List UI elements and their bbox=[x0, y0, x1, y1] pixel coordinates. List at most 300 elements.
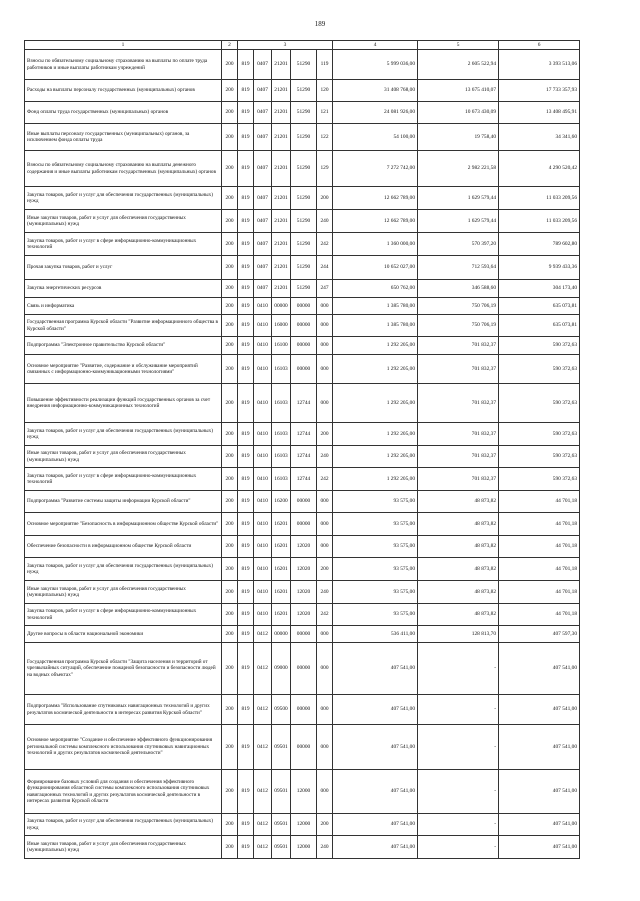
remaining-amount: 635 073,81 bbox=[499, 315, 580, 337]
expense-type-code: 247 bbox=[317, 280, 333, 298]
section-code: 0410 bbox=[254, 558, 272, 581]
grbs-code: 200 bbox=[222, 50, 238, 80]
target-code-1: 21201 bbox=[272, 210, 291, 233]
expense-type-code: 000 bbox=[317, 536, 333, 558]
ved-code: 819 bbox=[238, 468, 254, 491]
row-name: Закупка товаров, работ и услуг в сфере информационно-коммуникационных технологий bbox=[25, 468, 222, 491]
target-code-2: 12020 bbox=[291, 558, 317, 581]
ved-code: 819 bbox=[238, 50, 254, 80]
fact-amount: 10 673 430,09 bbox=[418, 102, 499, 124]
target-code-1: 16201 bbox=[272, 513, 291, 536]
target-code-2: 00000 bbox=[291, 491, 317, 513]
expense-type-code: 244 bbox=[317, 256, 333, 280]
grbs-code: 200 bbox=[222, 581, 238, 604]
section-code: 0410 bbox=[254, 298, 272, 315]
row-name: Иные закупки товаров, работ и услуг для обеспечения государственных (муниципальных) нужд bbox=[25, 446, 222, 468]
remaining-amount: 407 541,00 bbox=[499, 836, 580, 859]
ved-code: 819 bbox=[238, 513, 254, 536]
grbs-code: 200 bbox=[222, 280, 238, 298]
grbs-code: 200 bbox=[222, 355, 238, 384]
expense-type-code: 200 bbox=[317, 423, 333, 446]
row-name: Фонд оплаты труда государственных (муниципальных) органов bbox=[25, 102, 222, 124]
expense-type-code: 121 bbox=[317, 102, 333, 124]
target-code-2: 12000 bbox=[291, 836, 317, 859]
expense-type-code: 000 bbox=[317, 315, 333, 337]
fact-amount: 48 873,82 bbox=[418, 604, 499, 626]
section-code: 0410 bbox=[254, 446, 272, 468]
section-code: 0410 bbox=[254, 423, 272, 446]
expense-type-code: 200 bbox=[317, 814, 333, 836]
row-name: Закупка товаров, работ и услуг для обеспечения государственных (муниципальных) нужд bbox=[25, 423, 222, 446]
expense-type-code: 240 bbox=[317, 210, 333, 233]
fact-amount: - bbox=[418, 643, 499, 695]
expense-type-code: 200 bbox=[317, 558, 333, 581]
grbs-code: 200 bbox=[222, 124, 238, 151]
target-code-1: 09000 bbox=[272, 643, 291, 695]
target-code-1: 16201 bbox=[272, 581, 291, 604]
target-code-1: 21201 bbox=[272, 124, 291, 151]
target-code-1: 21201 bbox=[272, 80, 291, 102]
expense-type-code: 242 bbox=[317, 604, 333, 626]
section-code: 0410 bbox=[254, 468, 272, 491]
expense-type-code: 122 bbox=[317, 124, 333, 151]
row-name: Закупка товаров, работ и услуг в сфере информационно-коммуникационных технологий bbox=[25, 604, 222, 626]
row-name: Закупка товаров, работ и услуг для обеспечения государственных (муниципальных) нужд bbox=[25, 814, 222, 836]
row-name: Иные выплаты персоналу государственных (муниципальных) органов, за исключением фонда оплаты труда bbox=[25, 124, 222, 151]
plan-amount: 1 385 780,00 bbox=[333, 298, 418, 315]
header-col-6: 6 bbox=[499, 41, 580, 50]
plan-amount: 407 541,00 bbox=[333, 695, 418, 725]
grbs-code: 200 bbox=[222, 491, 238, 513]
table-row bbox=[25, 384, 580, 423]
remaining-amount: 34 341,60 bbox=[499, 124, 580, 151]
table-row bbox=[25, 337, 580, 355]
table-row bbox=[25, 468, 580, 491]
expense-type-code: 000 bbox=[317, 355, 333, 384]
expense-type-code: 200 bbox=[317, 187, 333, 210]
target-code-2: 51290 bbox=[291, 210, 317, 233]
section-code: 0407 bbox=[254, 124, 272, 151]
fact-amount: 48 873,82 bbox=[418, 581, 499, 604]
remaining-amount: 9 939 433,36 bbox=[499, 256, 580, 280]
section-code: 0410 bbox=[254, 491, 272, 513]
plan-amount: 93 575,00 bbox=[333, 558, 418, 581]
table-row bbox=[25, 187, 580, 210]
target-code-2: 51290 bbox=[291, 256, 317, 280]
target-code-1: 21201 bbox=[272, 233, 291, 256]
target-code-1: 09500 bbox=[272, 695, 291, 725]
fact-amount: 48 873,82 bbox=[418, 536, 499, 558]
target-code-1: 21201 bbox=[272, 151, 291, 187]
row-name: Закупка энергетических ресурсов bbox=[25, 280, 222, 298]
expense-type-code: 000 bbox=[317, 695, 333, 725]
ved-code: 819 bbox=[238, 536, 254, 558]
table-row bbox=[25, 124, 580, 151]
remaining-amount: 44 701,18 bbox=[499, 536, 580, 558]
grbs-code: 200 bbox=[222, 770, 238, 814]
target-code-2: 51290 bbox=[291, 233, 317, 256]
row-name: Иные закупки товаров, работ и услуг для обеспечения государственных (муниципальных) нужд bbox=[25, 836, 222, 859]
fact-amount: 48 873,82 bbox=[418, 558, 499, 581]
row-name: Иные закупки товаров, работ и услуг для обеспечения государственных (муниципальных) нужд bbox=[25, 581, 222, 604]
row-name: Государственная программа Курской области "Развитие информационного общества в Курской области" bbox=[25, 315, 222, 337]
ved-code: 819 bbox=[238, 836, 254, 859]
plan-amount: 1 292 205,00 bbox=[333, 468, 418, 491]
target-code-2: 00000 bbox=[291, 315, 317, 337]
header-col-2: 2 bbox=[222, 41, 238, 50]
target-code-2: 00000 bbox=[291, 626, 317, 643]
target-code-1: 09501 bbox=[272, 770, 291, 814]
target-code-2: 00000 bbox=[291, 337, 317, 355]
plan-amount: 31 408 768,00 bbox=[333, 80, 418, 102]
fact-amount: 13 675 410,07 bbox=[418, 80, 499, 102]
grbs-code: 200 bbox=[222, 695, 238, 725]
table-row bbox=[25, 725, 580, 770]
ved-code: 819 bbox=[238, 725, 254, 770]
fact-amount: - bbox=[418, 814, 499, 836]
grbs-code: 200 bbox=[222, 446, 238, 468]
remaining-amount: 407 541,00 bbox=[499, 695, 580, 725]
section-code: 0410 bbox=[254, 581, 272, 604]
target-code-2: 12020 bbox=[291, 604, 317, 626]
target-code-2: 51290 bbox=[291, 187, 317, 210]
fact-amount: - bbox=[418, 770, 499, 814]
table-row bbox=[25, 315, 580, 337]
target-code-2: 51290 bbox=[291, 102, 317, 124]
ved-code: 819 bbox=[238, 280, 254, 298]
section-code: 0412 bbox=[254, 770, 272, 814]
expense-type-code: 240 bbox=[317, 446, 333, 468]
target-code-1: 21201 bbox=[272, 187, 291, 210]
plan-amount: 1 292 205,00 bbox=[333, 423, 418, 446]
table-row bbox=[25, 210, 580, 233]
section-code: 0412 bbox=[254, 725, 272, 770]
remaining-amount: 11 033 209,56 bbox=[499, 187, 580, 210]
section-code: 0410 bbox=[254, 315, 272, 337]
target-code-2: 12020 bbox=[291, 581, 317, 604]
target-code-1: 16201 bbox=[272, 558, 291, 581]
fact-amount: 701 832,37 bbox=[418, 468, 499, 491]
target-code-2: 00000 bbox=[291, 725, 317, 770]
target-code-1: 21201 bbox=[272, 256, 291, 280]
target-code-2: 12000 bbox=[291, 770, 317, 814]
plan-amount: 407 541,00 bbox=[333, 814, 418, 836]
ved-code: 819 bbox=[238, 695, 254, 725]
section-code: 0407 bbox=[254, 151, 272, 187]
section-code: 0407 bbox=[254, 256, 272, 280]
table-row bbox=[25, 836, 580, 859]
plan-amount: 93 575,00 bbox=[333, 491, 418, 513]
target-code-2: 51290 bbox=[291, 151, 317, 187]
row-name: Основное мероприятие "Безопасность в информационном обществе Курской области" bbox=[25, 513, 222, 536]
grbs-code: 200 bbox=[222, 256, 238, 280]
section-code: 0412 bbox=[254, 643, 272, 695]
grbs-code: 200 bbox=[222, 80, 238, 102]
grbs-code: 200 bbox=[222, 604, 238, 626]
row-name: Подпрограмма "Электронное правительство Курской области" bbox=[25, 337, 222, 355]
section-code: 0410 bbox=[254, 355, 272, 384]
ved-code: 819 bbox=[238, 770, 254, 814]
target-code-1: 16103 bbox=[272, 468, 291, 491]
ved-code: 819 bbox=[238, 581, 254, 604]
expense-type-code: 000 bbox=[317, 643, 333, 695]
remaining-amount: 590 372,63 bbox=[499, 446, 580, 468]
target-code-2: 51290 bbox=[291, 50, 317, 80]
remaining-amount: 789 602,80 bbox=[499, 233, 580, 256]
row-name: Другие вопросы в области национальной экономики bbox=[25, 626, 222, 643]
remaining-amount: 407 541,00 bbox=[499, 725, 580, 770]
target-code-2: 12744 bbox=[291, 468, 317, 491]
ved-code: 819 bbox=[238, 423, 254, 446]
ved-code: 819 bbox=[238, 337, 254, 355]
grbs-code: 200 bbox=[222, 210, 238, 233]
target-code-1: 16103 bbox=[272, 355, 291, 384]
section-code: 0407 bbox=[254, 50, 272, 80]
section-code: 0410 bbox=[254, 513, 272, 536]
section-code: 0410 bbox=[254, 536, 272, 558]
target-code-2: 00000 bbox=[291, 355, 317, 384]
expense-type-code: 000 bbox=[317, 384, 333, 423]
section-code: 0412 bbox=[254, 695, 272, 725]
remaining-amount: 407 541,00 bbox=[499, 814, 580, 836]
fact-amount: 19 758,40 bbox=[418, 124, 499, 151]
grbs-code: 200 bbox=[222, 298, 238, 315]
ved-code: 819 bbox=[238, 384, 254, 423]
ved-code: 819 bbox=[238, 604, 254, 626]
remaining-amount: 590 372,63 bbox=[499, 423, 580, 446]
plan-amount: 1 292 205,00 bbox=[333, 337, 418, 355]
section-code: 0407 bbox=[254, 80, 272, 102]
expense-type-code: 000 bbox=[317, 725, 333, 770]
target-code-2: 00000 bbox=[291, 643, 317, 695]
fact-amount: 1 629 579,44 bbox=[418, 210, 499, 233]
target-code-1: 09501 bbox=[272, 836, 291, 859]
target-code-1: 21201 bbox=[272, 102, 291, 124]
section-code: 0410 bbox=[254, 604, 272, 626]
target-code-1: 16000 bbox=[272, 315, 291, 337]
section-code: 0410 bbox=[254, 384, 272, 423]
grbs-code: 200 bbox=[222, 233, 238, 256]
header-col-3: 3 bbox=[238, 41, 333, 50]
expense-type-code: 129 bbox=[317, 151, 333, 187]
remaining-amount: 44 701,18 bbox=[499, 604, 580, 626]
target-code-1: 21201 bbox=[272, 280, 291, 298]
plan-amount: 93 575,00 bbox=[333, 604, 418, 626]
grbs-code: 200 bbox=[222, 468, 238, 491]
table-row bbox=[25, 50, 580, 80]
plan-amount: 12 662 789,00 bbox=[333, 187, 418, 210]
fact-amount: 701 832,37 bbox=[418, 446, 499, 468]
target-code-2: 00000 bbox=[291, 298, 317, 315]
row-name: Закупка товаров, работ и услуг для обеспечения государственных (муниципальных) нужд bbox=[25, 187, 222, 210]
plan-amount: 407 541,00 bbox=[333, 770, 418, 814]
fact-amount: 570 397,20 bbox=[418, 233, 499, 256]
plan-amount: 1 385 780,00 bbox=[333, 315, 418, 337]
table-row bbox=[25, 491, 580, 513]
section-code: 0412 bbox=[254, 836, 272, 859]
remaining-amount: 590 372,63 bbox=[499, 337, 580, 355]
ved-code: 819 bbox=[238, 643, 254, 695]
remaining-amount: 11 033 209,56 bbox=[499, 210, 580, 233]
remaining-amount: 44 701,18 bbox=[499, 558, 580, 581]
plan-amount: 407 541,00 bbox=[333, 836, 418, 859]
ved-code: 819 bbox=[238, 256, 254, 280]
expense-type-code: 000 bbox=[317, 491, 333, 513]
table-row bbox=[25, 558, 580, 581]
grbs-code: 200 bbox=[222, 102, 238, 124]
ved-code: 819 bbox=[238, 151, 254, 187]
expense-type-code: 242 bbox=[317, 468, 333, 491]
target-code-1: 16103 bbox=[272, 384, 291, 423]
section-code: 0407 bbox=[254, 102, 272, 124]
fact-amount: 1 629 579,44 bbox=[418, 187, 499, 210]
target-code-1: 16103 bbox=[272, 446, 291, 468]
ved-code: 819 bbox=[238, 80, 254, 102]
plan-amount: 93 575,00 bbox=[333, 513, 418, 536]
row-name: Закупка товаров, работ и услуг для обеспечения государственных (муниципальных) нужд bbox=[25, 558, 222, 581]
table-row bbox=[25, 626, 580, 643]
row-name: Закупка товаров, работ и услуг в сфере информационно-коммуникационных технологий bbox=[25, 233, 222, 256]
row-name: Повышение эффективности реализации функций государственных органов за счет внедрения информационно-коммуникационных технологий bbox=[25, 384, 222, 423]
remaining-amount: 635 073,81 bbox=[499, 298, 580, 315]
row-name: Взносы по обязательному социальному страхованию на выплаты по оплате труда работников и иные выплаты работникам учреждений bbox=[25, 50, 222, 80]
fact-amount: - bbox=[418, 836, 499, 859]
ved-code: 819 bbox=[238, 298, 254, 315]
fact-amount: 712 593,64 bbox=[418, 256, 499, 280]
expense-type-code: 000 bbox=[317, 770, 333, 814]
fact-amount: 701 832,37 bbox=[418, 337, 499, 355]
grbs-code: 200 bbox=[222, 151, 238, 187]
remaining-amount: 44 701,18 bbox=[499, 491, 580, 513]
row-name: Основное мероприятие "Развитие, содержание и обслуживание мероприятий связанных с информационно-коммуникационными технологиями" bbox=[25, 355, 222, 384]
row-name: Основное мероприятие "Создание и обеспечение эффективного функционирования региональной системы комплексного использования спутниковых навигационных технологий и других результатов космической деятельности" bbox=[25, 725, 222, 770]
fact-amount: - bbox=[418, 695, 499, 725]
target-code-1: 16100 bbox=[272, 337, 291, 355]
fact-amount: 701 832,37 bbox=[418, 423, 499, 446]
row-name: Расходы на выплаты персоналу государственных (муниципальных) органов bbox=[25, 80, 222, 102]
ved-code: 819 bbox=[238, 187, 254, 210]
fact-amount: 2 605 522,94 bbox=[418, 50, 499, 80]
table-row bbox=[25, 80, 580, 102]
plan-amount: 12 662 789,00 bbox=[333, 210, 418, 233]
target-code-2: 12744 bbox=[291, 446, 317, 468]
table-row bbox=[25, 151, 580, 187]
expense-type-code: 000 bbox=[317, 626, 333, 643]
target-code-2: 12020 bbox=[291, 536, 317, 558]
section-code: 0407 bbox=[254, 187, 272, 210]
table-row bbox=[25, 513, 580, 536]
plan-amount: 1 292 205,00 bbox=[333, 446, 418, 468]
target-code-2: 51290 bbox=[291, 280, 317, 298]
ved-code: 819 bbox=[238, 233, 254, 256]
grbs-code: 200 bbox=[222, 384, 238, 423]
ved-code: 819 bbox=[238, 124, 254, 151]
section-code: 0407 bbox=[254, 233, 272, 256]
fact-amount: 750 706,19 bbox=[418, 315, 499, 337]
row-name: Государственная программа Курской области "Защита населения и территорий от чрезвычайных ситуаций, обеспечение пожарной безопасности и безопасности людей на водных объектах" bbox=[25, 643, 222, 695]
ved-code: 819 bbox=[238, 814, 254, 836]
remaining-amount: 590 372,63 bbox=[499, 468, 580, 491]
plan-amount: 1 292 205,00 bbox=[333, 384, 418, 423]
plan-amount: 10 652 027,00 bbox=[333, 256, 418, 280]
grbs-code: 200 bbox=[222, 315, 238, 337]
grbs-code: 200 bbox=[222, 558, 238, 581]
table-row bbox=[25, 536, 580, 558]
row-name: Подпрограмма "Развитие системы защиты информации Курской области" bbox=[25, 491, 222, 513]
fact-amount: 2 982 221,58 bbox=[418, 151, 499, 187]
table-row bbox=[25, 256, 580, 280]
table-row bbox=[25, 604, 580, 626]
target-code-1: 09501 bbox=[272, 725, 291, 770]
grbs-code: 200 bbox=[222, 814, 238, 836]
target-code-2: 51290 bbox=[291, 124, 317, 151]
header-col-4: 4 bbox=[333, 41, 418, 50]
target-code-2: 12000 bbox=[291, 814, 317, 836]
target-code-2: 00000 bbox=[291, 513, 317, 536]
fact-amount: 701 832,37 bbox=[418, 384, 499, 423]
section-code: 0407 bbox=[254, 280, 272, 298]
remaining-amount: 407 541,00 bbox=[499, 770, 580, 814]
table-row bbox=[25, 695, 580, 725]
target-code-1: 09501 bbox=[272, 814, 291, 836]
table-row bbox=[25, 280, 580, 298]
table-row bbox=[25, 355, 580, 384]
fact-amount: - bbox=[418, 725, 499, 770]
target-code-2: 51290 bbox=[291, 80, 317, 102]
plan-amount: 5 999 036,00 bbox=[333, 50, 418, 80]
table-row bbox=[25, 423, 580, 446]
remaining-amount: 44 701,18 bbox=[499, 581, 580, 604]
remaining-amount: 4 290 520,42 bbox=[499, 151, 580, 187]
target-code-1: 21201 bbox=[272, 50, 291, 80]
target-code-1: 00000 bbox=[272, 298, 291, 315]
ved-code: 819 bbox=[238, 355, 254, 384]
ved-code: 819 bbox=[238, 315, 254, 337]
target-code-1: 16200 bbox=[272, 491, 291, 513]
row-name: Связь и информатика bbox=[25, 298, 222, 315]
table-row bbox=[25, 770, 580, 814]
ved-code: 819 bbox=[238, 102, 254, 124]
remaining-amount: 3 393 513,06 bbox=[499, 50, 580, 80]
expense-type-code: 240 bbox=[317, 836, 333, 859]
grbs-code: 200 bbox=[222, 337, 238, 355]
plan-amount: 536 411,00 bbox=[333, 626, 418, 643]
ved-code: 819 bbox=[238, 558, 254, 581]
target-code-1: 00000 bbox=[272, 626, 291, 643]
expense-type-code: 240 bbox=[317, 581, 333, 604]
target-code-2: 12744 bbox=[291, 423, 317, 446]
grbs-code: 200 bbox=[222, 836, 238, 859]
table-row bbox=[25, 298, 580, 315]
row-name: Подпрограмма "Использование спутниковых навигационных технологий и других результатов космической деятельности в интересах развития Курской области" bbox=[25, 695, 222, 725]
budget-table bbox=[24, 40, 580, 859]
expense-type-code: 000 bbox=[317, 337, 333, 355]
table-row bbox=[25, 233, 580, 256]
page-number: 189 bbox=[314, 20, 326, 28]
plan-amount: 1 292 205,00 bbox=[333, 355, 418, 384]
plan-amount: 650 762,00 bbox=[333, 280, 418, 298]
expense-type-code: 000 bbox=[317, 298, 333, 315]
remaining-amount: 13 408 495,91 bbox=[499, 102, 580, 124]
grbs-code: 200 bbox=[222, 513, 238, 536]
fact-amount: 128 813,70 bbox=[418, 626, 499, 643]
remaining-amount: 44 701,18 bbox=[499, 513, 580, 536]
plan-amount: 1 360 000,00 bbox=[333, 233, 418, 256]
plan-amount: 24 081 926,00 bbox=[333, 102, 418, 124]
section-code: 0412 bbox=[254, 626, 272, 643]
header-row bbox=[25, 41, 580, 50]
fact-amount: 346 588,60 bbox=[418, 280, 499, 298]
